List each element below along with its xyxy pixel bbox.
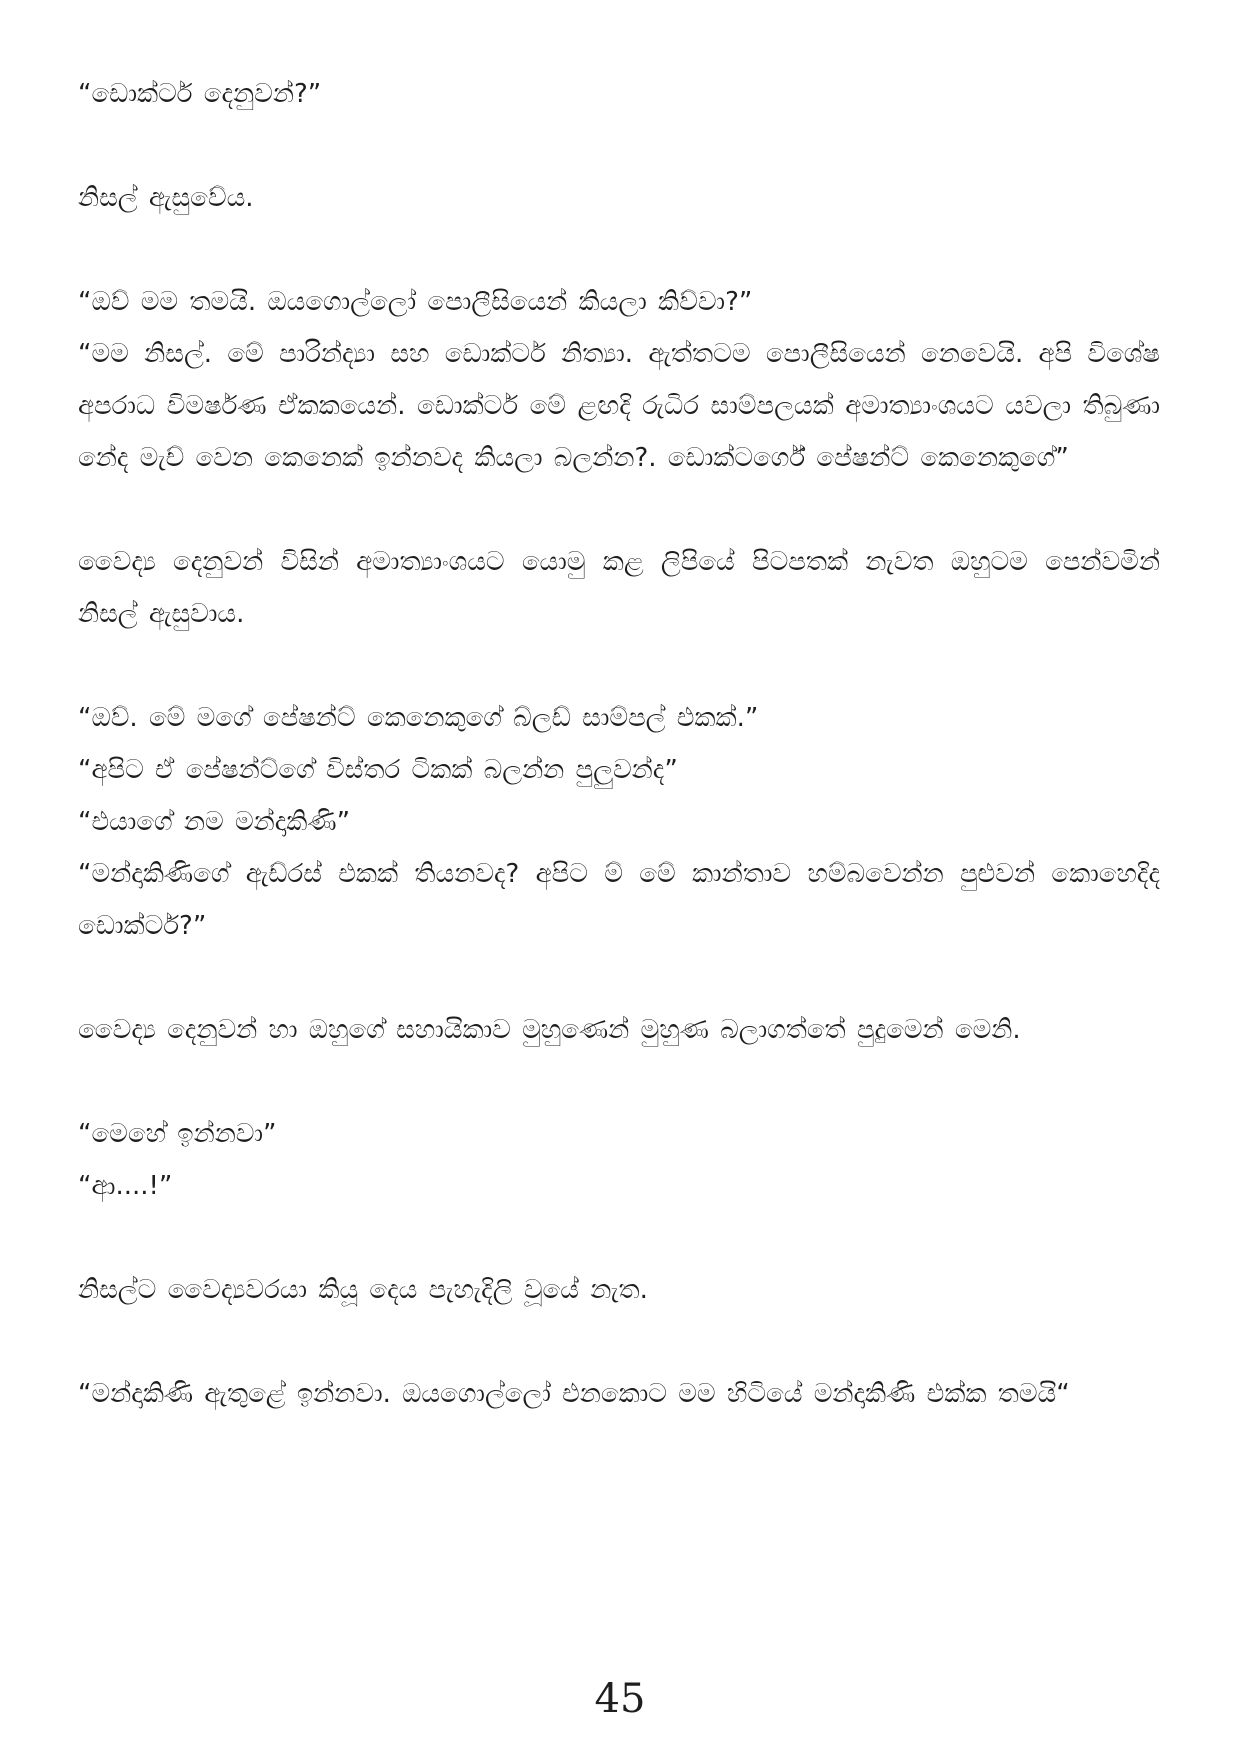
dialogue-line: “මෙහේ ඉන්නවා” [78, 1119, 277, 1149]
dialogue-line: “ආ....!” [78, 1171, 173, 1201]
narration-paragraph: නිසල් ඇසුවේය. [78, 183, 254, 213]
dialogue-line: “ඩොක්ටර් දෙනුවන්?” [78, 79, 322, 109]
dialogue-line: “ඔව් මම තමයි. ඔයගොල්ලෝ පොලීසියෙන් කියලා කිව්වා?” [78, 287, 753, 317]
page-body-text [78, 68, 1160, 1420]
dialogue-line: “ඔව්. මේ මගේ පේෂන්ට් කෙනෙකුගේ බ්ලඩ් සාම්පල් එකක්.” [78, 703, 759, 733]
narration-paragraph: නිසල්ට වෛද්‍යවරයා කියූ දෙය පැහැදිලි වූයේ නැත. [78, 1275, 648, 1305]
narration-paragraph: වෛද්‍ය දෙනුවන් විසින් අමාත්‍යාංශයට යොමු කළ ලිපියේ පිටපතක් නැවත ඔහුටම පෙන්වමින් නිසල් ඇසුවාය. [78, 547, 1160, 629]
dialogue-paragraph: “මන්දාකිණිගේ ඇඩ්රස් එකක් තියනවද? අපිට ම් මේ කාන්තාව හම්බවෙන්න පුළුවන් කොහෙදිද ඩොක්ටර්?” [78, 859, 1160, 941]
dialogue-paragraph: “මන්දාකිණි ඇතුළේ ඉන්නවා. ඔයගොල්ලෝ එනකොට මම හිටියේ මන්දාකිණි එක්ක තමයි“ [78, 1379, 1070, 1409]
narration-paragraph: වෛද්‍ය දෙනුවන් හා ඔහුගේ සහායිකාව මුහුණෙන් මුහුණ බලාගත්තේ පුදුමෙන් මෙනි. [78, 1015, 1021, 1045]
dialogue-line: “අපිට ඒ පේෂන්ට්ගේ විස්තර ටිකක් බලන්න පුලුවන්ද” [78, 755, 678, 785]
dialogue-paragraph: “මම නිසල්. මේ පාරින්ද්‍යා සහ ඩොක්ටර් නිත්‍යා. ඇත්තටම පොලීසියෙන් නෙවෙයි. අපි විශේෂ අපරාධ විමර්ෂණ ඒකකයෙන්. ඩොක්ටර් මේ ළඟදි රුධිර සාම්පලයක් අමාත්‍යාංශයට යවලා තිබුණා නේද මැච් වෙන කෙනෙක් ඉන්නවද කියලා බලන්න?. ඩොක්ටර්ගේ පේෂන්ට් කෙනෙකුගේ” [78, 339, 1160, 473]
page-number: 45 [594, 1676, 646, 1722]
dialogue-line: “එයාගේ නම මන්දාකිණි” [78, 807, 351, 837]
